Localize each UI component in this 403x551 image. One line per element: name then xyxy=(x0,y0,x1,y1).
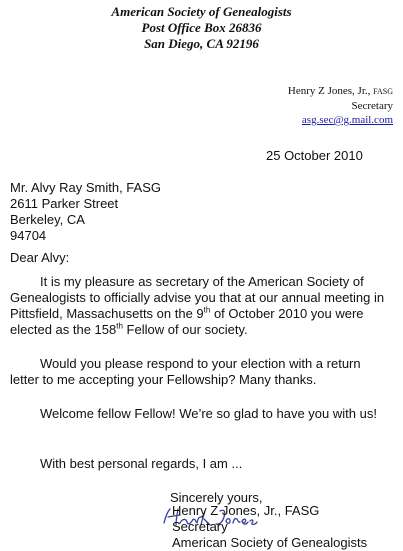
salutation: Dear Alvy: xyxy=(10,250,70,265)
sender-block xyxy=(288,84,393,127)
sender-name: Henry Z Jones, Jr., xyxy=(287,85,374,97)
sender-name-line xyxy=(288,84,393,99)
sender-title: Secretary xyxy=(351,100,393,112)
paragraph-3 xyxy=(10,406,393,422)
signature-title: Secretary xyxy=(172,519,228,534)
signature-block xyxy=(172,503,367,551)
recipient-line-4: 94704 xyxy=(10,228,47,243)
paragraph-1-part-b: of October 2010 you were elected as the 158 xyxy=(10,306,364,337)
paragraph-2 xyxy=(10,356,393,388)
recipient-line-1: Mr. Alvy Ray Smith, FASG xyxy=(10,180,161,195)
paragraph-1-part-c: Fellow of our society. xyxy=(122,322,248,337)
letterhead-po-box: Post Office Box 26836 xyxy=(141,20,262,35)
paragraph-2-text: Would you please respond to your election with a return letter to me accepting your Fellowship? Many thanks. xyxy=(10,356,361,387)
sender-suffix: FASG xyxy=(373,87,393,96)
closing: Sincerely yours, xyxy=(170,490,263,505)
letterhead xyxy=(0,4,403,52)
paragraph-3-text: Welcome fellow Fellow! We’re so glad to have you with us! xyxy=(40,406,377,421)
paragraph-1-indent xyxy=(10,274,40,289)
paragraph-1 xyxy=(10,274,393,338)
paragraph-4 xyxy=(10,456,393,472)
letterhead-city: San Diego, CA 92196 xyxy=(144,36,259,51)
signature-name: Henry Z Jones, Jr., FASG xyxy=(172,503,320,518)
letter-date: 25 October 2010 xyxy=(266,148,363,163)
paragraph-1-part-a: It is my pleasure as secretary of the American Society of Genealogists to officially advise you that at our annual meeting in Pittsfield, Massachusetts on the 9 xyxy=(10,274,385,321)
letterhead-org: American Society of Genealogists xyxy=(111,4,292,19)
paragraph-1-sup-1: th xyxy=(203,305,211,315)
paragraph-1-sup-2: th xyxy=(116,321,123,331)
recipient-address xyxy=(10,180,161,244)
paragraph-4-text: With best personal regards, I am ... xyxy=(40,456,243,471)
recipient-line-2: 2611 Parker Street xyxy=(10,196,119,211)
signature-org: American Society of Genealogists xyxy=(172,535,368,550)
paragraph-4-indent xyxy=(10,456,40,471)
paragraph-2-indent xyxy=(10,356,40,371)
recipient-line-3: Berkeley, CA xyxy=(10,212,85,227)
paragraph-3-indent xyxy=(10,406,40,421)
sender-email-link[interactable]: asg.sec@g.mail.com xyxy=(301,114,393,126)
